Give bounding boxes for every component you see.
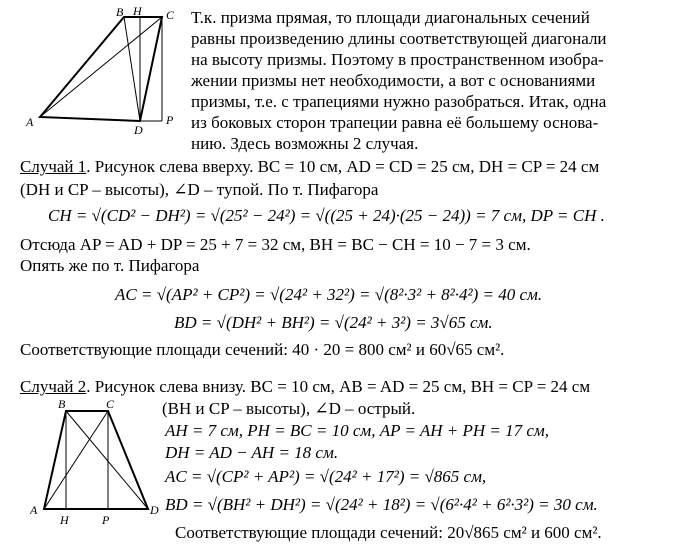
case2-line-4: DH = AD − AH = 18 см. [165,443,339,462]
intro-line-3: на высоту призмы. Поэтому в пространственном изобра- [191,50,604,69]
intro-line-1: Т.к. призма прямая, то площади диагональных сечений [191,8,590,27]
case1-line-2: (DH и CP – высоты), ∠D – тупой. По т. Пифагора [20,180,379,199]
case2-line-1 [20,377,590,397]
case2-eq-bd: BD = √(BH² + DH²) = √(24² + 18²) = √(6²·4² + 6²·3²) = 30 см. [165,495,598,514]
label-c: C [166,8,175,22]
case1-line-ap: Отсюда AP = AD + DP = 25 + 7 = 32 см, BH = BC − CH = 10 − 7 = 3 см. [20,235,531,254]
trapezoid-figure-1 [22,4,187,134]
case1-areas: Соответствующие площади сечений: 40 · 20 = 800 см² и 60√65 см². [20,340,505,359]
label-b: B [58,397,66,411]
case2-line-3: AH = 7 см, PH = BC = 10 см, AP = AH + PH = 17 см, [165,421,550,440]
case1-eq-ch: CH = √(CD² − DH²) = √(25² − 24²) = √((25 + 24)·(25 − 24)) = 7 см, DP = CH . [48,206,605,225]
case2-line-2: (BH и CP – высоты), ∠D – острый. [162,399,416,418]
case1-title: Случай 1 [20,157,87,176]
case2-eq-ac: AC = √(CP² + AP²) = √(24² + 17²) = √865 см, [165,467,487,486]
trapezoid-figure-2 [30,396,160,532]
case1-line-1-text: . Рисунок слева вверху. BC = 10 см, AD = CD = 25 см, DH = CP = 24 см [86,157,600,176]
label-c: C [106,397,115,411]
intro-line-6: из боковых сторон трапеции равна её большему основа- [191,113,599,132]
intro-line-7: нию. Здесь возможны 2 случая. [191,134,419,153]
case1-line-again: Опять же по т. Пифагора [20,256,200,275]
label-h: H [133,4,142,18]
label-a: A [30,503,38,517]
intro-line-5: призмы, т.е. с трапециями нужно разобраться. Итак, одна [191,92,607,111]
intro-line-4: жении призмы нет необходимости, а вот с основаниями [191,71,596,90]
case2-areas: Соответствующие площади сечений: 20√865 см² и 600 см². [175,523,602,542]
label-d: D [150,503,159,517]
label-a: A [26,115,34,129]
label-p: P [102,513,110,527]
intro-line-2: равны произведению длины соответствующей диагонали [191,29,607,48]
case1-eq-bd: BD = √(DH² + BH²) = √(24² + 3²) = 3√65 см. [174,313,493,332]
case1-line-1 [20,157,599,177]
label-d: D [134,123,143,134]
label-p: P [166,113,174,127]
case1-eq-ac: AC = √(AP² + CP²) = √(24² + 32²) = √(8²·3² + 8²·4²) = 40 см. [115,285,543,304]
case2-title: Случай 2 [20,377,87,396]
case2-line-1-text: . Рисунок слева внизу. BC = 10 см, AB = AD = 25 см, BH = CP = 24 см [86,377,591,396]
label-h: H [60,513,69,527]
label-b: B [116,5,124,19]
